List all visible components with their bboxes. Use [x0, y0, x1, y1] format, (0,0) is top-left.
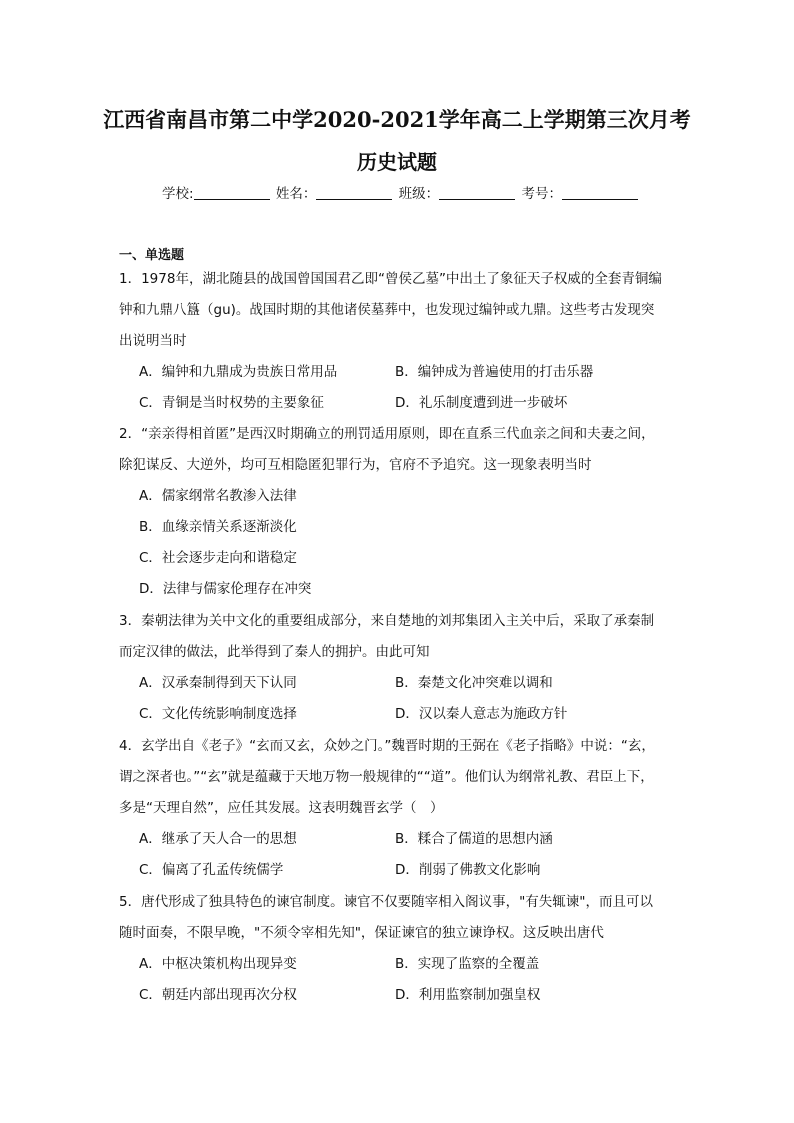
option-d[interactable]: D．法律与儒家伦理存在冲突 — [139, 581, 312, 597]
class-blank[interactable] — [439, 185, 515, 200]
option-a[interactable]: A．中枢决策机构出现异变 — [139, 956, 297, 972]
option-group — [139, 949, 689, 1011]
option-b[interactable]: B．编钟成为普遍使用的打击乐器 — [395, 364, 594, 380]
option-b[interactable]: B．实现了监察的全覆盖 — [395, 956, 540, 972]
option-group — [139, 668, 689, 730]
exam-number-blank[interactable] — [562, 185, 638, 200]
student-info-line — [162, 182, 640, 202]
question-text-line: 钟和九鼎八簋（gu)。战国时期的其他诸侯墓葬中，也发现过编钟或九鼎。这些考古发现突 — [119, 302, 655, 318]
option-b[interactable]: B．血缘亲情关系逐渐淡化 — [139, 519, 297, 535]
question-text-line: 4．玄学出自《老子》“玄而又玄，众妙之门。”魏晋时期的王弼在《老子指略》中说：“玄， — [119, 738, 655, 754]
question-1 — [119, 264, 689, 419]
name-blank[interactable] — [316, 185, 392, 200]
option-d[interactable]: D．礼乐制度遭到进一步破坏 — [395, 395, 568, 411]
option-b[interactable]: B．秦楚文化冲突难以调和 — [395, 675, 553, 691]
question-3 — [119, 606, 689, 730]
option-group — [139, 824, 689, 886]
option-c[interactable]: C．朝廷内部出现再次分权 — [139, 987, 297, 1003]
school-label: 学校: — [162, 186, 194, 202]
exam-number-label: 考号： — [521, 186, 562, 202]
question-text-line: 而定汉律的做法，此举得到了秦人的拥护。由此可知 — [119, 644, 430, 660]
question-text-line: 5．唐代形成了独具特色的谏官制度。谏官不仅要随宰相入阁议事，"有失辄谏"，而且可以 — [119, 894, 654, 910]
exam-subject-title: 历史试题 — [357, 150, 437, 174]
question-text-line: 多是“天理自然”，应任其发展。这表明魏晋玄学（ ） — [119, 800, 444, 816]
class-label: 班级： — [398, 186, 440, 202]
question-4 — [119, 731, 689, 886]
option-b[interactable]: B．糅合了儒道的思想内涵 — [395, 831, 553, 847]
question-text-line: 3．秦朝法律为关中文化的重要组成部分，来自楚地的刘邦集团入主关中后，采取了承秦制 — [119, 613, 655, 629]
section-heading: 一、单选题 — [119, 248, 185, 263]
exam-title: 江西省南昌市第二中学2020-2021学年高二上学期第三次月考 — [103, 107, 691, 132]
option-a[interactable]: A．儒家纲常名教渗入法律 — [139, 488, 297, 504]
option-c[interactable]: C．文化传统影响制度选择 — [139, 706, 297, 722]
option-a[interactable]: A．编钟和九鼎成为贵族日常用品 — [139, 364, 338, 380]
option-d[interactable]: D．削弱了佛教文化影响 — [395, 862, 541, 878]
option-c[interactable]: C．偏离了孔孟传统儒学 — [139, 862, 284, 878]
question-text-line: 1．1978年，湖北随县的战国曾国国君乙即“曾侯乙墓”中出土了象征天子权威的全套青铜编 — [119, 271, 662, 287]
question-text-line: 谓之深者也。”“玄”就是蕴藏于天地万物一般规律的““道”。他们认为纲常礼教、君臣上下， — [119, 769, 654, 785]
option-a[interactable]: A．汉承秦制得到天下认同 — [139, 675, 297, 691]
question-text-line: 随时面奏，不限早晚，"不须令宰相先知"，保证谏官的独立谏诤权。这反映出唐代 — [119, 925, 604, 941]
name-label: 姓名： — [275, 186, 317, 202]
school-blank[interactable] — [194, 185, 270, 200]
option-a[interactable]: A．继承了天人合一的思想 — [139, 831, 297, 847]
question-text-line: 除犯谋反、大逆外，均可互相隐匿犯罪行为，官府不予追究。这一现象表明当时 — [119, 457, 592, 473]
option-c[interactable]: C．青铜是当时权势的主要象征 — [139, 395, 324, 411]
question-text-line: 2．“亲亲得相首匿”是西汉时期确立的刑罚适用原则，即在直系三代血亲之间和夫妻之间， — [119, 426, 655, 442]
question-text-line: 出说明当时 — [119, 333, 187, 349]
question-5 — [119, 887, 689, 1011]
question-2 — [119, 419, 689, 605]
option-group — [139, 357, 689, 419]
option-d[interactable]: D．利用监察制加强皇权 — [395, 987, 541, 1003]
option-c[interactable]: C．社会逐步走向和谐稳定 — [139, 550, 297, 566]
option-group — [139, 481, 689, 605]
option-d[interactable]: D．汉以秦人意志为施政方针 — [395, 706, 568, 722]
